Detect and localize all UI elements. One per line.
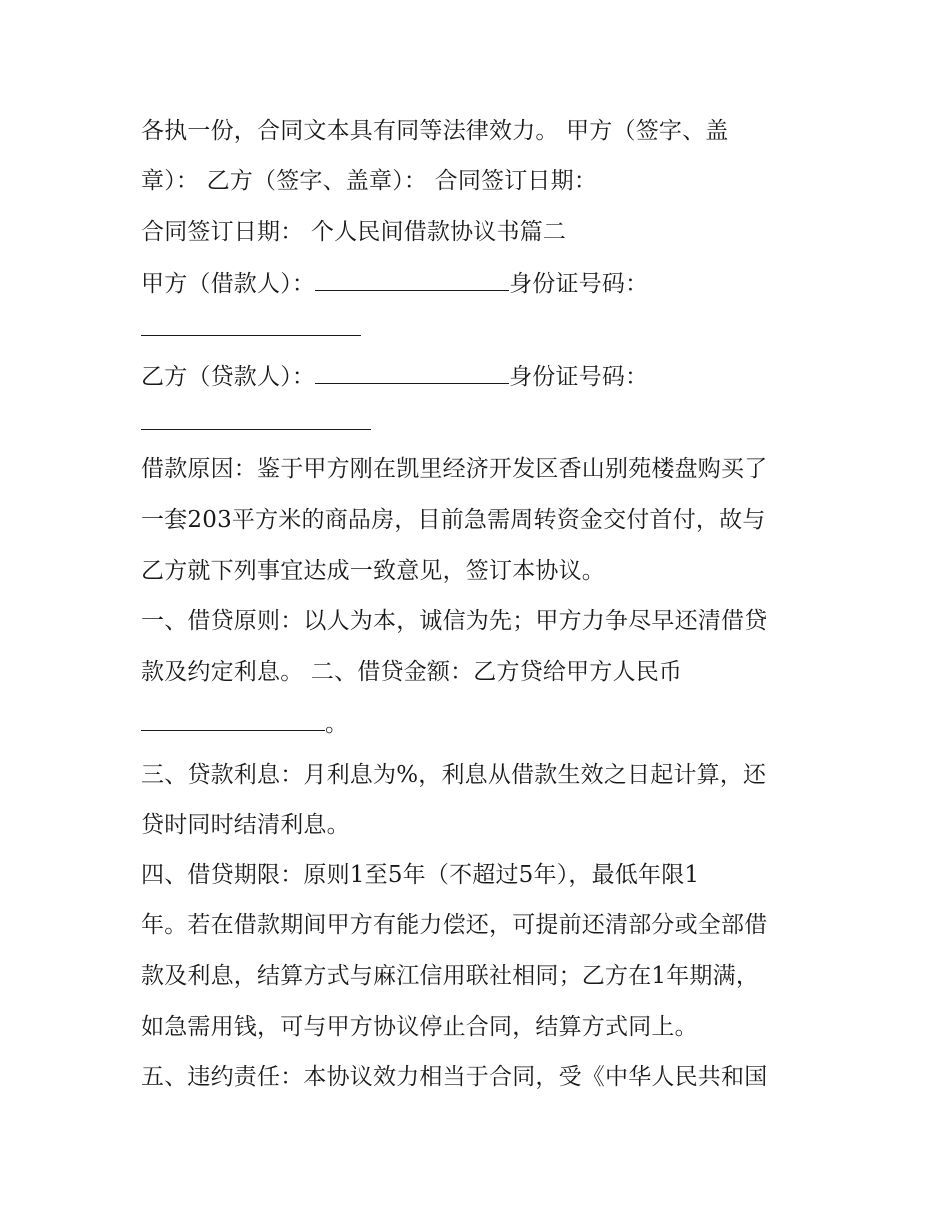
text-line-14: 如急需用钱，可与甲方协议停止合同，结算方式同上。: [141, 1014, 698, 1040]
party-b-name-blank: [315, 361, 509, 384]
amount-blank: [141, 708, 325, 731]
party-b-label: 乙方（贷款人）：: [141, 364, 316, 390]
text-line-8: 款及约定利息。 二、借贷金额：乙方贷给甲方人民币: [141, 659, 683, 685]
party-b-id-label: 身份证号码：: [509, 364, 649, 390]
party-a-line: [141, 268, 648, 299]
party-a-id-label: 身份证号码：: [509, 271, 649, 297]
party-a-label: 甲方（借款人）：: [141, 271, 316, 297]
text-line-1: 各执一份，合同文本具有同等法律效力。 甲方（签字、盖: [141, 118, 729, 144]
party-a-name-blank: [315, 268, 509, 291]
party-b-line: [141, 361, 648, 392]
text-line-9: 三、贷款利息：月利息为%，利息从借款生效之日起计算，还: [141, 762, 767, 788]
text-line-6: 乙方就下列事宜达成一致意见，签订本协议。: [141, 558, 605, 584]
amount-line: [141, 708, 348, 739]
party-a-id-blank: [141, 335, 361, 336]
party-b-id-blank: [141, 429, 371, 430]
amount-period: 。: [325, 711, 349, 737]
text-line-12: 年。若在借款期间甲方有能力偿还，可提前还清部分或全部借: [141, 912, 768, 938]
text-line-4: 借款原因：鉴于甲方刚在凯里经济开发区香山别苑楼盘购买了: [141, 456, 768, 482]
text-line-15: 五、违约责任：本协议效力相当于合同，受《中华人民共和国: [141, 1064, 768, 1090]
text-line-11: 四、借贷期限：原则1至5年（不超过5年），最低年限1: [141, 862, 700, 888]
text-line-5: 一套203平方米的商品房，目前急需周转资金交付首付，故与: [141, 507, 766, 533]
text-line-3: 合同签订日期： 个人民间借款协议书篇二: [141, 219, 567, 245]
text-line-13: 款及利息，结算方式与麻江信用联社相同；乙方在1年期满，: [141, 963, 760, 989]
text-line-10: 贷时同时结清利息。: [141, 812, 350, 838]
text-line-2: 章）： 乙方（签字、盖章）： 合同签订日期：: [141, 168, 598, 194]
text-line-7: 一、借贷原则：以人为本，诚信为先；甲方力争尽早还清借贷: [141, 608, 768, 634]
